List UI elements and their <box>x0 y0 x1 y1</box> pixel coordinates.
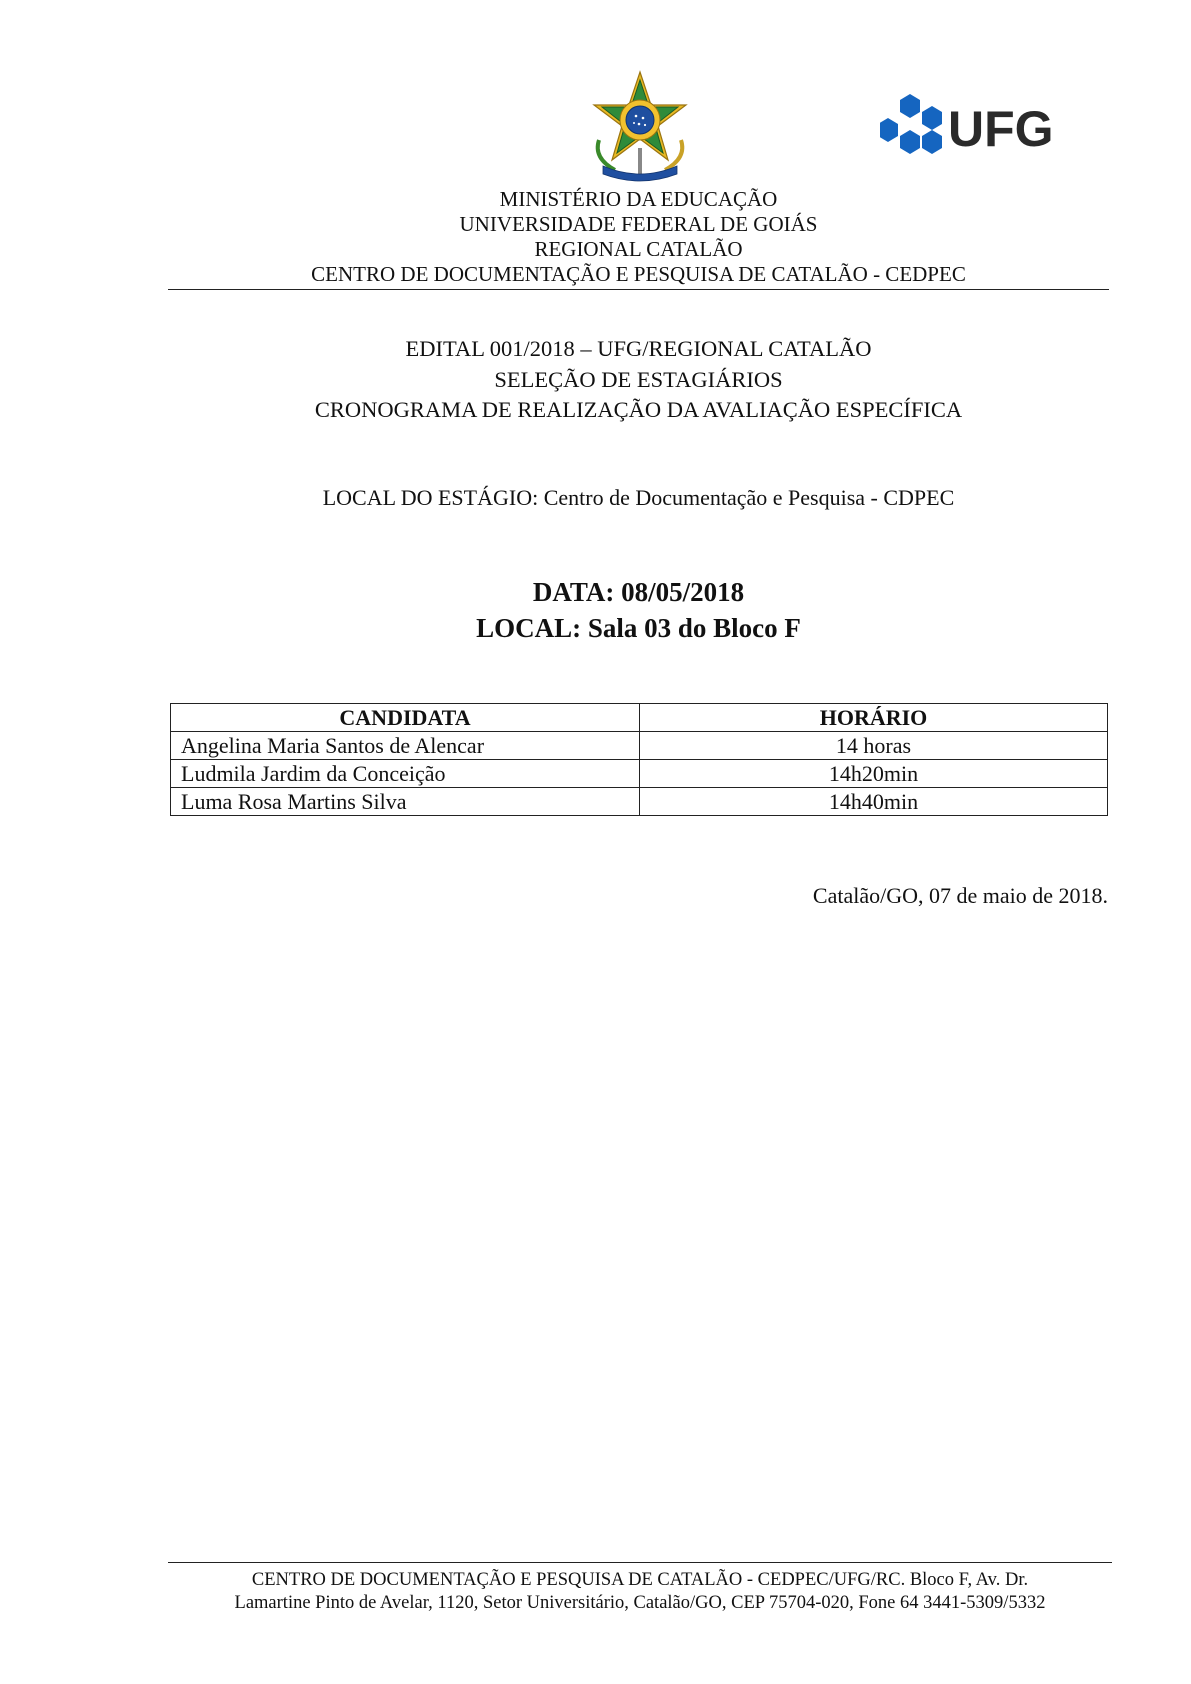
brasao-republica-icon <box>585 70 695 182</box>
column-header-time: HORÁRIO <box>640 704 1108 732</box>
candidate-name: Ludmila Jardim da Conceição <box>171 760 640 788</box>
header-center: CENTRO DE DOCUMENTAÇÃO E PESQUISA DE CATALÃO - CEDPEC <box>311 262 966 286</box>
candidate-time: 14h40min <box>640 788 1108 816</box>
schedule-table <box>170 703 1108 816</box>
candidate-name: Angelina Maria Santos de Alencar <box>171 732 640 760</box>
title-selection: SELEÇÃO DE ESTAGIÁRIOS <box>494 366 783 392</box>
candidate-time: 14 horas <box>640 732 1108 760</box>
header-divider <box>168 289 1109 290</box>
document-title <box>168 334 1109 426</box>
internship-location: LOCAL DO ESTÁGIO: Centro de Documentação e Pesquisa - CDPEC <box>322 485 955 510</box>
table-row <box>171 732 1108 760</box>
institution-header <box>168 187 1109 287</box>
column-header-candidate: CANDIDATA <box>171 704 640 732</box>
header-university: UNIVERSIDADE FEDERAL DE GOIÁS <box>459 212 818 236</box>
exam-info <box>168 574 1109 646</box>
table-row <box>171 788 1108 816</box>
exam-date: DATA: 08/05/2018 <box>532 577 745 607</box>
candidate-time: 14h20min <box>640 760 1108 788</box>
footer-divider <box>168 1562 1112 1563</box>
header-regional: REGIONAL CATALÃO <box>534 237 743 261</box>
ufg-logo-text: UFG <box>948 101 1054 157</box>
ufg-logo <box>880 92 1080 164</box>
page-footer <box>168 1569 1112 1615</box>
table-row <box>171 760 1108 788</box>
header-ministry: MINISTÉRIO DA EDUCAÇÃO <box>499 187 778 211</box>
footer-line-1: CENTRO DE DOCUMENTAÇÃO E PESQUISA DE CATALÃO - CEDPEC/UFG/RC. Bloco F, Av. Dr. <box>251 1570 1029 1590</box>
title-edital: EDITAL 001/2018 – UFG/REGIONAL CATALÃO <box>405 336 872 361</box>
table-header-row <box>171 704 1108 732</box>
footer-line-2: Lamartine Pinto de Avelar, 1120, Setor Universitário, Catalão/GO, CEP 75704-020, Fone 64 3441-5309/5332 <box>234 1593 1046 1613</box>
exam-location: LOCAL: Sala 03 do Bloco F <box>476 613 801 643</box>
place-and-date: Catalão/GO, 07 de maio de 2018. <box>812 883 1108 908</box>
title-schedule: CRONOGRAMA DE REALIZAÇÃO DA AVALIAÇÃO ESPECÍFICA <box>314 397 963 422</box>
candidate-name: Luma Rosa Martins Silva <box>171 788 640 816</box>
